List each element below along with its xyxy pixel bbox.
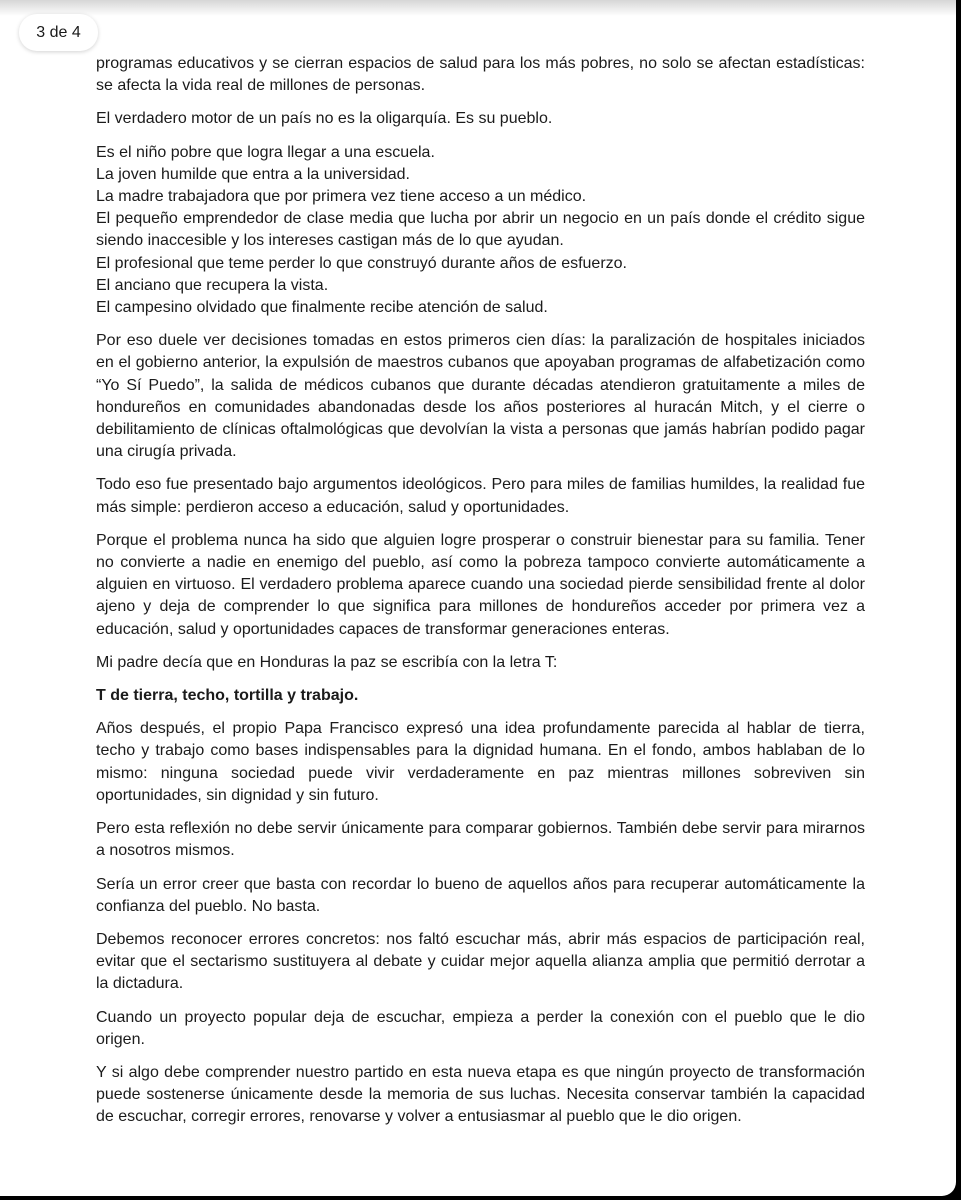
list-line: Es el niño pobre que logra llegar a una escuela. — [96, 143, 435, 161]
list-line: El anciano que recupera la vista. — [96, 276, 329, 294]
list-line: La joven humilde que entra a la universidad. — [96, 165, 410, 183]
list-line: El pequeño emprendedor de clase media que lucha por abrir un negocio en un país donde el crédito sigue siendo inaccesible y los intereses castigan más de lo que ayudan. — [96, 210, 865, 250]
paragraph: programas educativos y se cierran espacios de salud para los más pobres, no solo se afectan estadísticas: se afecta la vida real de millones de personas. — [96, 55, 865, 95]
list-block — [96, 142, 865, 320]
paragraph: Mi padre decía que en Honduras la paz se escribía con la letra T: — [96, 653, 558, 671]
paragraph: Pero esta reflexión no debe servir únicamente para comparar gobiernos. También debe servir para mirarnos a nosotros mismos. — [96, 820, 865, 860]
paragraph: Cuando un proyecto popular deja de escuchar, empieza a perder la conexión con el pueblo que le dio origen. — [96, 1008, 865, 1048]
paragraph: Sería un error creer que basta con recordar lo bueno de aquellos años para recuperar automáticamente la confianza del pueblo. No basta. — [96, 875, 865, 915]
paragraph: Debemos reconocer errores concretos: nos faltó escuchar más, abrir más espacios de participación real, evitar que el sectarismo sustituyera al debate y cuidar mejor aquella alianza amplia que permitió derrotar a la dictadura. — [96, 930, 865, 993]
paragraph: Porque el problema nunca ha sido que alguien logre prosperar o construir bienestar para su familia. Tener no convierte a nadie en enemigo del pueblo, así como la pobreza tampoco convierte automáticamente a alguien en virtuoso. El verdadero problema aparece cuando una sociedad pierde sensibilidad frente al dolor ajeno y deja de comprender lo que significa para millones de hondureños acceder por primera vez a educación, salud y oportunidades capaces de transformar generaciones enteras. — [96, 531, 865, 638]
paragraph: Y si algo debe comprender nuestro partido en esta nueva etapa es que ningún proyecto de transformación puede sostenerse únicamente desde la memoria de sus luchas. Necesita conservar también la capacidad de escuchar, corregir errores, renovarse y volver a entusiasmar al pueblo que le dio origen. — [96, 1063, 865, 1126]
page-indicator: 3 de 4 — [19, 14, 98, 51]
paragraph: Todo eso fue presentado bajo argumentos ideológicos. Pero para miles de familias humildes, la realidad fue más simple: perdieron acceso a educación, salud y oportunidades. — [96, 476, 865, 516]
list-line: La madre trabajadora que por primera vez tiene acceso a un médico. — [96, 188, 587, 206]
paragraph: El verdadero motor de un país no es la oligarquía. Es su pueblo. — [96, 110, 553, 128]
paragraph: Por eso duele ver decisiones tomadas en estos primeros cien días: la paralización de hospitales iniciados en el gobierno anterior, la expulsión de maestros cubanos que apoyaban programas de alfabetización como “Yo Sí Puedo”, la salida de médicos cubanos que durante décadas atendieron gratuitamente a miles de hondureños en comunidades abandonadas desde los años posteriores al huracán Mitch, y el cierre o debilitamiento de clínicas oftalmológicas que devolvían la vista a personas que jamás habrían podido pagar una cirugía privada. — [96, 332, 865, 461]
list-line: El campesino olvidado que finalmente recibe atención de salud. — [96, 299, 548, 317]
top-shade — [0, 0, 956, 16]
document-body — [96, 53, 865, 1140]
paragraph: Años después, el propio Papa Francisco expresó una idea profundamente parecida al hablar de tierra, techo y trabajo como bases indispensables para la dignidad humana. En el fondo, ambos hablaban de lo mismo: ninguna sociedad puede vivir verdaderamente en paz mientras millones sobreviven sin oportunidades, sin dignidad y sin futuro. — [96, 720, 865, 804]
list-line: El profesional que teme perder lo que construyó durante años de esfuerzo. — [96, 254, 627, 272]
bold-line: T de tierra, techo, tortilla y trabajo. — [96, 687, 359, 705]
